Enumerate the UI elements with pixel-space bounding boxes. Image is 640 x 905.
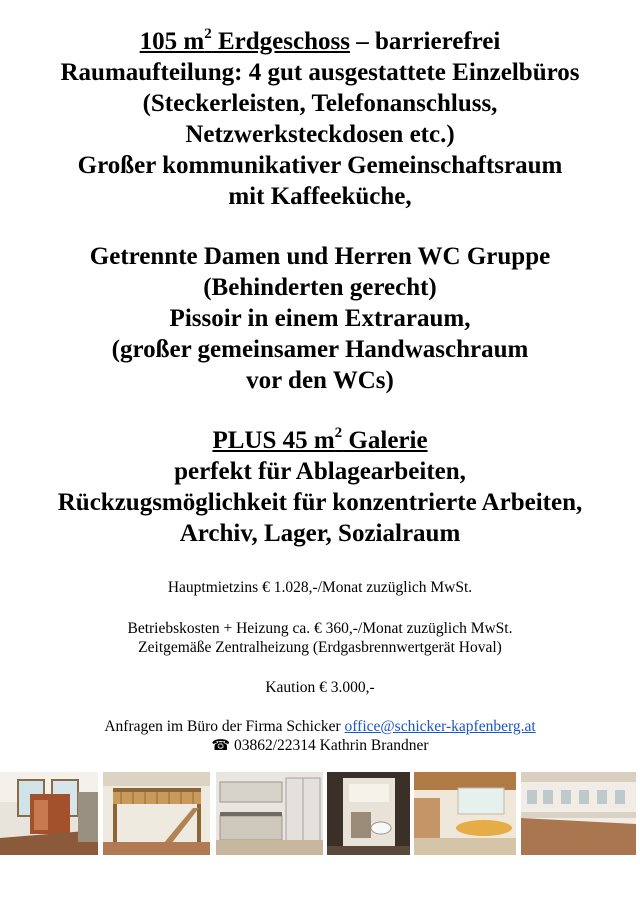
pissoir-line: Pissoir in einem Extraraum,	[169, 305, 471, 332]
photo-washroom	[327, 772, 410, 855]
phone-line	[0, 736, 640, 756]
heading-wc	[0, 241, 640, 396]
heating-line: Zeitgemäße Zentralheizung (Erdgasbrennwertgerät Hoval)	[138, 639, 502, 656]
inquiry-line	[0, 717, 640, 736]
area-ground-floor: 105 $m^2$ Erdgeschoss	[139, 25, 350, 55]
rent-text	[0, 578, 640, 597]
photo-office-room	[0, 772, 98, 855]
gallery-line-3: Archiv, Lager, Sozialraum	[179, 520, 461, 547]
headline-area: 105 $m^2$ Erdgeschoss – barrierefrei	[139, 25, 501, 55]
gallery-line-2: Rückzugsmöglichkeit für konzentrierte Arbeiten,	[57, 489, 583, 516]
photo-large-room	[521, 772, 636, 855]
phone-number: 03862/22314 Kathrin Brandner	[230, 737, 429, 754]
accessible-line: (Behinderten gerecht)	[203, 274, 437, 301]
washroom-line-2: vor den WCs)	[246, 367, 394, 394]
kitchen-line: mit Kaffeeküche,	[228, 183, 412, 210]
costs-line: Betriebskosten + Heizung ca. € 360,-/Monat zuzüglich MwSt.	[127, 620, 513, 637]
heading-ground-floor	[0, 26, 640, 212]
network-line: Netzwerksteckdosen etc.)	[185, 121, 455, 148]
gallery-title: PLUS 45 $m^2$ Galerie	[212, 424, 428, 454]
deposit-line: Kaution € 3.000,-	[265, 679, 375, 696]
deposit-text	[0, 678, 640, 697]
photo-kitchen	[216, 772, 323, 855]
email-link[interactable]: office@schicker-kapfenberg.at	[344, 718, 536, 735]
wc-line: Getrennte Damen und Herren WC Gruppe	[89, 243, 551, 270]
washroom-line: (großer gemeinsamer Handwaschraum	[111, 336, 529, 363]
photo-gallery-loft	[103, 772, 210, 855]
room-layout-line: Raumaufteilung: 4 gut ausgestattete Einzelbüros	[60, 59, 580, 86]
photo-strip	[0, 772, 640, 858]
equipment-line: (Steckerleisten, Telefonanschluss,	[142, 90, 498, 117]
contact-block	[0, 717, 640, 756]
heading-gallery	[0, 425, 640, 549]
costs-text	[0, 619, 640, 657]
phone-icon: ☎	[211, 738, 231, 754]
rent-line: Hauptmietzins € 1.028,-/Monat zuzüglich MwSt.	[167, 579, 473, 596]
gallery-line-1: perfekt für Ablagearbeiten,	[174, 458, 466, 485]
photo-office-desk	[414, 772, 516, 855]
common-room-line: Großer kommunikativer Gemeinschaftsraum	[77, 152, 563, 179]
inquiry-text: Anfragen im Büro der Firma Schicker	[104, 718, 345, 735]
